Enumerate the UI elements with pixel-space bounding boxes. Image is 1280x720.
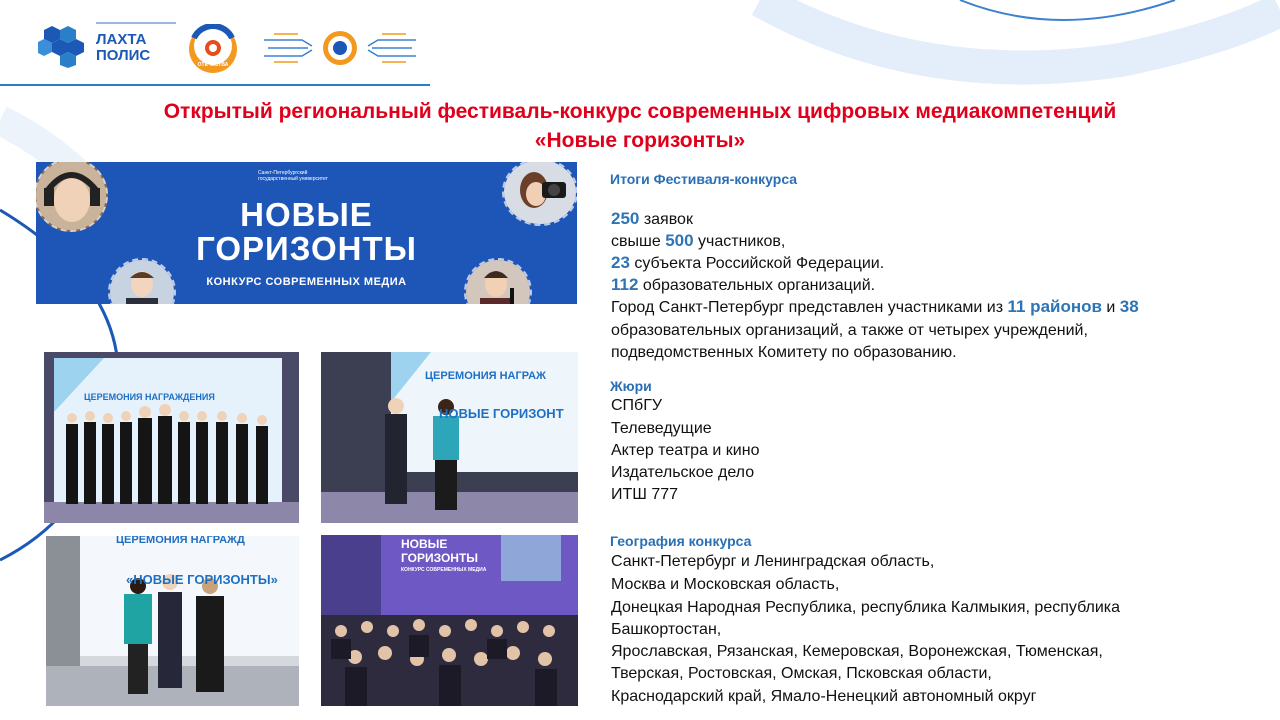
spbgu-org-line1: Санкт-Петербургский (258, 170, 308, 176)
photo4-caption2: ГОРИЗОНТЫ (401, 551, 479, 565)
photo-hosts-stage (321, 352, 578, 523)
jury-item: ИТШ 777 (611, 486, 679, 503)
photo2-caption1: ЦЕРЕМОНИЯ НАГРАЖ (425, 370, 546, 382)
geography-line: Донецкая Народная Республика, республика Калмыкия, республика (611, 599, 1121, 616)
spbgu-org-label (258, 170, 328, 182)
spbgu-org-line2: государственный университет (258, 176, 328, 182)
results-applications (611, 208, 693, 231)
geography-heading: География конкурса (610, 533, 752, 549)
circuit-logo (262, 28, 418, 68)
geography-line: Тверская, Ростовская, Омская, Псковская области, (611, 665, 992, 682)
fatherland-year-badge (186, 24, 240, 74)
participants-count: 500 (665, 231, 694, 250)
lakhta-logo-line1: ЛАХТА (96, 31, 147, 48)
geography-line: Ярославская, Рязанская, Кемеровская, Воронежская, Тюменская, (611, 643, 1103, 660)
results-subjects (611, 252, 884, 275)
jury-heading: Жюри (610, 378, 652, 394)
banner-title-line2: ГОРИЗОНТЫ (196, 230, 417, 267)
page-title (60, 97, 1220, 155)
photo4-caption1: НОВЫЕ (401, 537, 448, 551)
photo-award-group (44, 352, 299, 523)
jury-item: СПбГУ (611, 397, 663, 414)
spb-mid: и (1101, 299, 1120, 316)
photo3-caption1: ЦЕРЕМОНИЯ НАГРАЖД (116, 536, 245, 546)
jury-item: Телеведущие (611, 420, 712, 437)
applications-count: 250 (611, 209, 640, 228)
title-line2: «Новые горизонты» (534, 129, 746, 152)
subjects-count: 23 (611, 253, 630, 272)
spb-orgs-count: 38 (1119, 297, 1139, 316)
banner-title-line1: НОВЫЕ (240, 196, 373, 233)
geography-line: Краснодарский край, Ямало-Ненецкий автономный округ (611, 688, 1037, 705)
lakhta-logo-line2: ПОЛИС (96, 47, 151, 64)
photo-diploma-handover (46, 536, 299, 706)
results-spb-line2: образовательных организаций, а также от четырех учреждений, (611, 322, 1088, 339)
jury-item: Издательское дело (611, 464, 755, 481)
jury-item: Актер театра и кино (611, 442, 760, 459)
participants-label: участников, (693, 233, 786, 250)
results-spb-line3: подведомственных Комитету по образованию. (611, 344, 957, 361)
hexagon-cluster-icon (38, 22, 94, 68)
results-participants (611, 230, 785, 253)
spb-prefix: Город Санкт-Петербург представлен участниками из (611, 299, 1008, 316)
badge-label: ОТЕЧЕСТВА (197, 62, 229, 68)
orgs-label: образовательных организаций. (638, 277, 876, 294)
orgs-count: 112 (611, 275, 639, 294)
geography-line: Башкортостан, (611, 621, 722, 638)
participants-prefix: свыше (611, 233, 666, 250)
results-heading: Итоги Фестиваля-конкурса (610, 171, 798, 187)
geography-line: Санкт-Петербург и Ленинградская область, (611, 553, 935, 570)
header-bar (0, 0, 430, 86)
festival-banner (36, 162, 577, 304)
circuit-eye-icon (262, 28, 418, 68)
spb-districts: 11 районов (1007, 297, 1102, 316)
photo3-caption2: «НОВЫЕ ГОРИЗОНТЫ» (126, 572, 278, 587)
photo-audience-hall (321, 535, 578, 706)
lakhta-polis-logo (38, 22, 168, 68)
title-line1: Открытый региональный фестиваль-конкурс современных цифровых медиакомпетенций (163, 100, 1117, 123)
results-organizations (611, 274, 875, 297)
photo4-caption3: КОНКУРС СОВРЕМЕННЫХ МЕДИА (401, 567, 487, 573)
photo1-caption: ЦЕРЕМОНИЯ НАГРАЖДЕНИЯ (84, 392, 215, 402)
subjects-label: субъекта Российской Федерации. (629, 255, 885, 272)
results-spb-line1 (611, 296, 1139, 319)
applications-label: заявок (639, 211, 693, 228)
banner-subtitle: КОНКУРС СОВРЕМЕННЫХ МЕДИА (206, 276, 407, 288)
photo2-caption2: НОВЫЕ ГОРИЗОНТ (439, 406, 564, 421)
geography-line: Москва и Московская область, (611, 576, 840, 593)
